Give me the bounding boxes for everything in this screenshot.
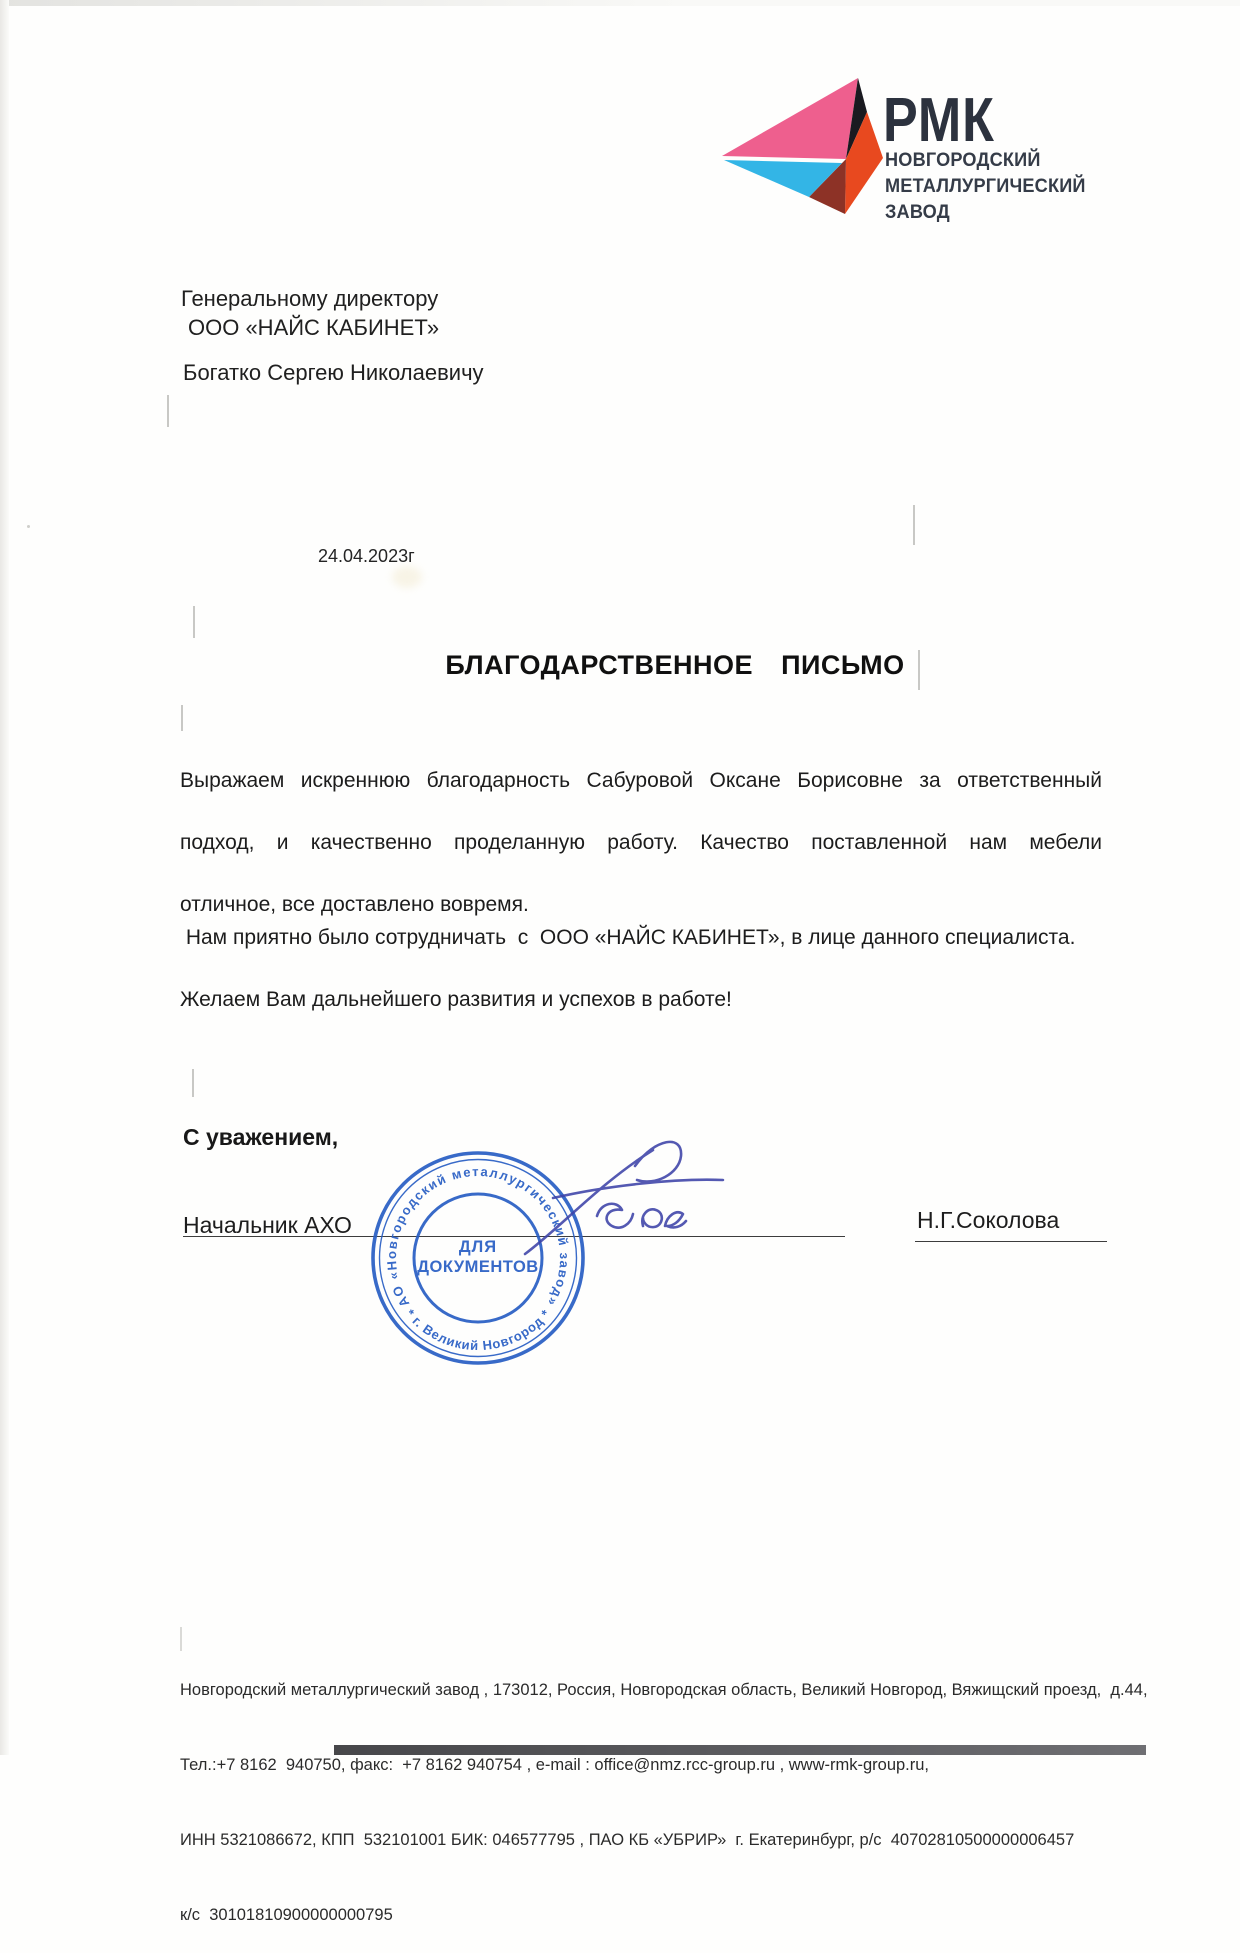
recipient-company: ООО «НАЙС КАБИНЕТ» [188, 315, 440, 340]
stamp-ring-text-top: АО «Новгородский металлургический завод» [383, 1163, 573, 1310]
logo-facet-pink [722, 78, 858, 159]
signature-ink [505, 1128, 735, 1278]
body-line: подход, и качественно проделанную работу. Качество поставленной нам мебели [180, 831, 1102, 854]
body-line: Выражаем искреннюю благодарность Сабуровой Оксане Борисовне за ответственный [180, 769, 1102, 792]
scan-artifact-line [193, 606, 195, 638]
company-logo-mark [712, 70, 884, 220]
footer-corr-account-line: к/с 30101810900000000795 [180, 1906, 393, 1924]
stamp-ring-text-bottom: * г. Великий Новгород * [402, 1306, 554, 1354]
signature-stroke-underline [553, 1180, 723, 1198]
logo-abbr: РМК [883, 86, 995, 155]
stamp-center-line2: ДОКУМЕНТОВ [417, 1258, 539, 1276]
letter-date: 24.04.2023г [318, 546, 415, 566]
logo-name-line1: НОВГОРОДСКИЙ [885, 149, 1041, 171]
footer-contacts [180, 1628, 1148, 1953]
letter-title: БЛАГОДАРСТВЕННОЕ ПИСЬМО [445, 650, 905, 680]
signature-line-right [915, 1241, 1107, 1242]
scan-artifact-line [192, 1069, 194, 1097]
scan-smudge [392, 566, 422, 588]
scan-artifact-line [181, 705, 183, 731]
footer-phone-line: Тел.:+7 8162 940750, факс: +7 8162 940754 , e-mail : office@nmz.rcc-group.ru , www-rmk-group.ru, [180, 1756, 930, 1774]
recipient-name: Богатко Сергею Николаевичу [183, 360, 484, 385]
scan-artifact-dot [27, 525, 30, 528]
scanner-edge-bar [334, 1745, 1146, 1755]
signature-stroke-letters [597, 1204, 686, 1228]
recipient-position: Генеральному директору [181, 286, 439, 311]
scan-edge-top [0, 0, 1240, 6]
signature-stroke-loop [635, 1142, 681, 1182]
body-line: отличное, все доставлено вовремя. [180, 893, 529, 916]
logo-name-line2: МЕТАЛЛУРГИЧЕСКИЙ [885, 175, 1086, 197]
signer-role: Начальник АХО [183, 1212, 352, 1238]
footer-bank-line: ИНН 5321086672, КПП 532101001 БИК: 046577795 , ПАО КБ «УБРИР» г. Екатеринбург, р/с 40702810500000006457 [180, 1831, 1075, 1849]
scan-artifact-line [913, 505, 915, 545]
body-paragraph-2: Нам приятно было сотрудничать с ООО «НАЙС КАБИНЕТ», в лице данного специалиста. [180, 926, 1076, 949]
logo-company-name [885, 147, 1086, 225]
body-paragraph-3: Желаем Вам дальнейшего развития и успехов в работе! [180, 988, 732, 1011]
scan-edge-left [0, 0, 9, 1755]
scan-artifact-line [167, 395, 169, 427]
stamp-center-line1: ДЛЯ [458, 1238, 498, 1256]
closing-phrase: С уважением, [183, 1124, 339, 1150]
footer-address-line: Новгородский металлургический завод , 173012, Россия, Новгородская область, Великий Новгород, Вяжищский проезд, д.44, [180, 1681, 1148, 1699]
logo-name-line3: ЗАВОД [885, 201, 950, 223]
signer-name: Н.Г.Соколова [917, 1207, 1060, 1233]
